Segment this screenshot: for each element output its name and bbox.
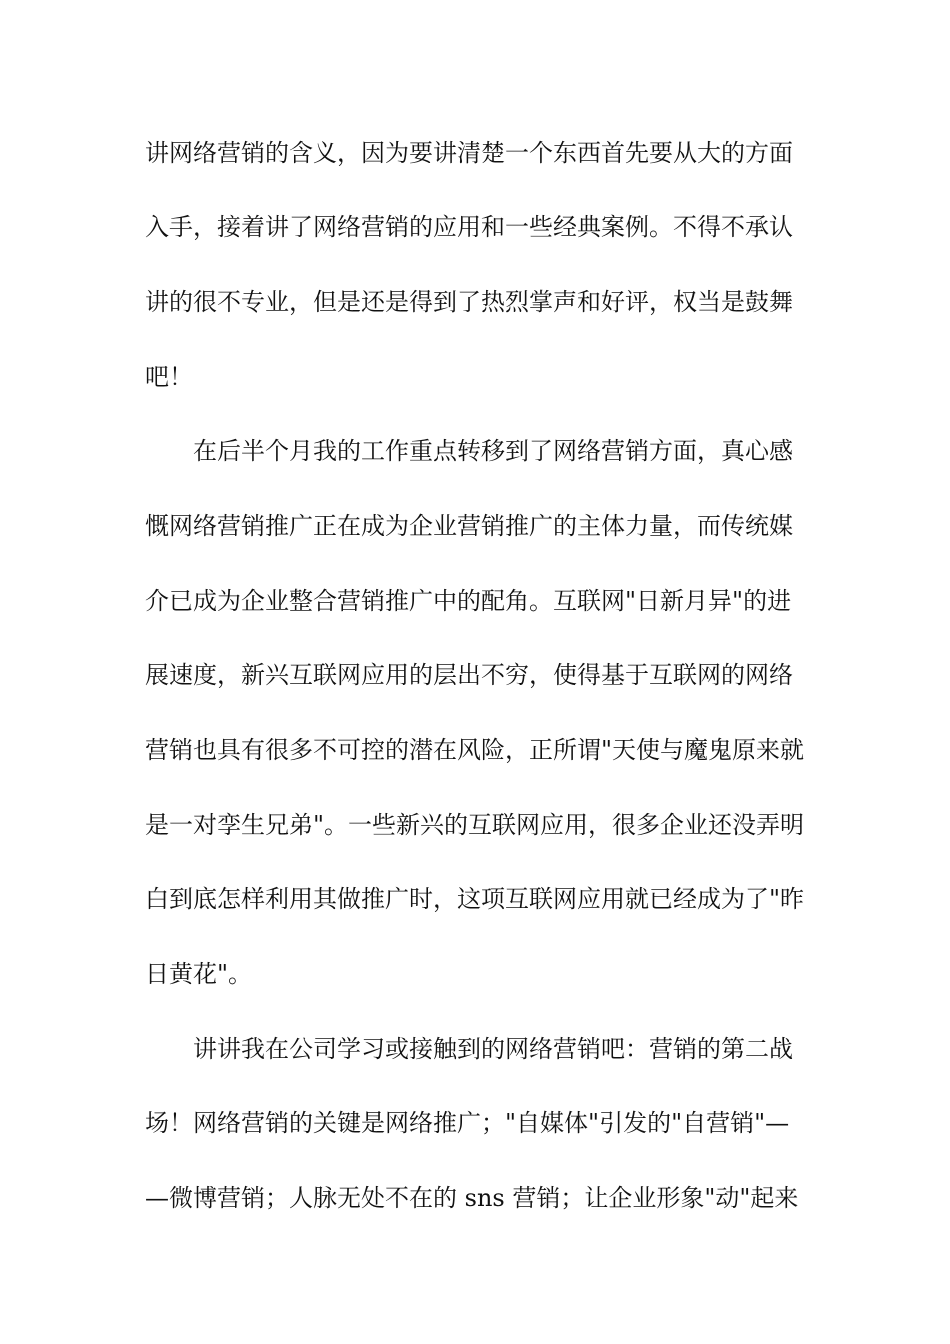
text-line: —微博营销；人脉无处不在的 sns 营销；让企业形象"动"起来: [145, 1184, 799, 1212]
text-line: 吧！: [145, 363, 193, 391]
text-line: 是一对孪生兄弟"。一些新兴的互联网应用，很多企业还没弄明: [145, 811, 805, 839]
text-line: 展速度，新兴互联网应用的层出不穷，使得基于互联网的网络: [145, 661, 793, 689]
text-line: 讲的很不专业，但是还是得到了热烈掌声和好评，权当是鼓舞: [145, 288, 793, 316]
text-line: 讲网络营销的含义，因为要讲清楚一个东西首先要从大的方面: [145, 139, 793, 167]
text-line: 白到底怎样利用其做推广时，这项互联网应用就已经成为了"昨: [145, 885, 805, 913]
text-line: 慨网络营销推广正在成为企业营销推广的主体力量，而传统媒: [145, 512, 793, 540]
text-line: 介已成为企业整合营销推广中的配角。互联网"日新月异"的进: [145, 587, 792, 615]
paragraph-first-line: 讲讲我在公司学习或接触到的网络营销吧：营销的第二战: [193, 1035, 793, 1063]
text-line: 场！网络营销的关键是网络推广；"自媒体"引发的"自营销"—: [145, 1109, 790, 1137]
paragraph-first-line: 在后半个月我的工作重点转移到了网络营销方面，真心感: [193, 437, 793, 465]
text-line: 入手，接着讲了网络营销的应用和一些经典案例。不得不承认: [145, 213, 793, 241]
text-line: 日黄花"。: [145, 960, 253, 988]
text-line: 营销也具有很多不可控的潜在风险，正所谓"天使与魔鬼原来就: [145, 736, 805, 764]
